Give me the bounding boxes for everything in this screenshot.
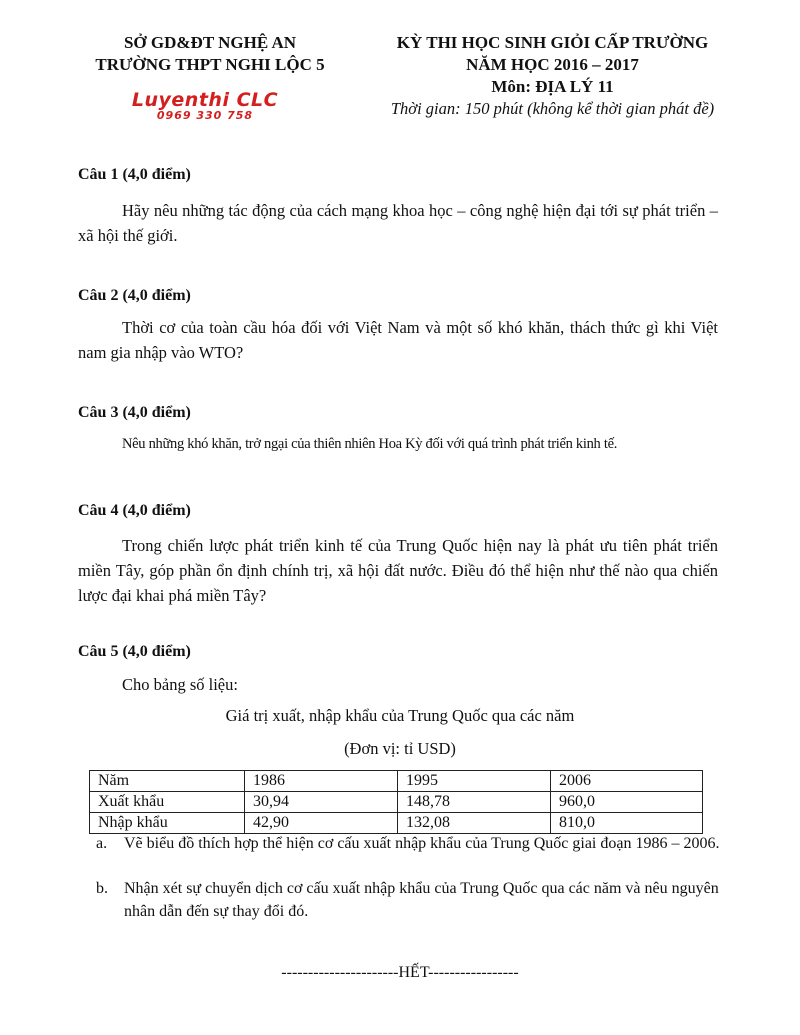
- table-header-cell: 1995: [398, 771, 551, 792]
- school-name: TRƯỜNG THPT NGHI LỘC 5: [95, 55, 325, 74]
- table-cell: 960,0: [551, 792, 703, 813]
- brand-name: Luyenthi CLC: [131, 89, 279, 111]
- table-header-row: [90, 771, 703, 792]
- data-table: [89, 770, 703, 834]
- table-cell: Nhập khẩu: [90, 813, 245, 834]
- question-4-body: Trong chiến lược phát triển kinh tế của Trung Quốc hiện nay là phát ưu tiên phát triển miền Tây, góp phần ổn định chính trị, xã hội đất nước. Điều đó thể hiện như thế nào qua chiến lược đại khai phá miền Tây?: [78, 536, 718, 605]
- question-5-title: Câu 5 (4,0 điểm): [78, 643, 191, 660]
- table-title: Giá trị xuất, nhập khẩu của Trung Quốc qua các năm: [225, 706, 575, 725]
- question-2-title: Câu 2 (4,0 điểm): [78, 287, 191, 304]
- exam-time: Thời gian: 150 phút (không kể thời gian phát đề): [390, 99, 715, 118]
- part-label: a.: [96, 835, 108, 852]
- table-cell: 30,94: [245, 792, 398, 813]
- question-1-body: Hãy nêu những tác động của cách mạng khoa học – công nghệ hiện đại tới sự phát triển – xã hội thế giới.: [78, 201, 718, 245]
- table-header-cell: Năm: [90, 771, 245, 792]
- question-5-intro: Cho bảng số liệu:: [122, 675, 238, 694]
- question-4-title: Câu 4 (4,0 điểm): [78, 502, 191, 519]
- table-header-cell: 2006: [551, 771, 703, 792]
- exam-name: KỲ THI HỌC SINH GIỎI CẤP TRƯỜNG: [396, 33, 709, 52]
- table-cell: 42,90: [245, 813, 398, 834]
- question-3-title: Câu 3 (4,0 điểm): [78, 404, 191, 421]
- department-name: SỞ GD&ĐT NGHỆ AN: [123, 33, 297, 52]
- part-text: Vẽ biểu đồ thích hợp thể hiện cơ cấu xuất nhập khẩu của Trung Quốc giai đoạn 1986 – 2006.: [124, 835, 720, 852]
- table-unit: (Đơn vị: tỉ USD): [344, 739, 456, 758]
- table-cell: 132,08: [398, 813, 551, 834]
- end-marker: ----------------------HẾT-----------------: [281, 964, 519, 981]
- subject: Môn: ĐỊA LÝ 11: [491, 77, 614, 96]
- brand-logo: [130, 90, 280, 122]
- table-header-cell: 1986: [245, 771, 398, 792]
- part-text: Nhận xét sự chuyển dịch cơ cấu xuất nhập khẩu của Trung Quốc qua các năm và nêu nguyên nhân dẫn đến sự thay đổi đó.: [124, 880, 719, 920]
- part-label: b.: [96, 880, 108, 897]
- table-row: [90, 792, 703, 813]
- header-right: [355, 32, 750, 120]
- table-row: [90, 813, 703, 834]
- question-3-body: Nêu những khó khăn, trở ngại của thiên nhiên Hoa Kỳ đối với quá trình phát triển kinh tế.: [122, 436, 618, 452]
- question-2-body: Thời cơ của toàn cầu hóa đối với Việt Nam và một số khó khăn, thách thức gì khi Việt nam gia nhập vào WTO?: [78, 318, 718, 362]
- brand-phone: 0969 330 758: [156, 109, 254, 122]
- header-left: [60, 32, 360, 76]
- school-year: NĂM HỌC 2016 – 2017: [466, 55, 639, 74]
- table-cell: 810,0: [551, 813, 703, 834]
- question-1-title: Câu 1 (4,0 điểm): [78, 166, 191, 183]
- table-cell: 148,78: [398, 792, 551, 813]
- table-cell: Xuất khẩu: [90, 792, 245, 813]
